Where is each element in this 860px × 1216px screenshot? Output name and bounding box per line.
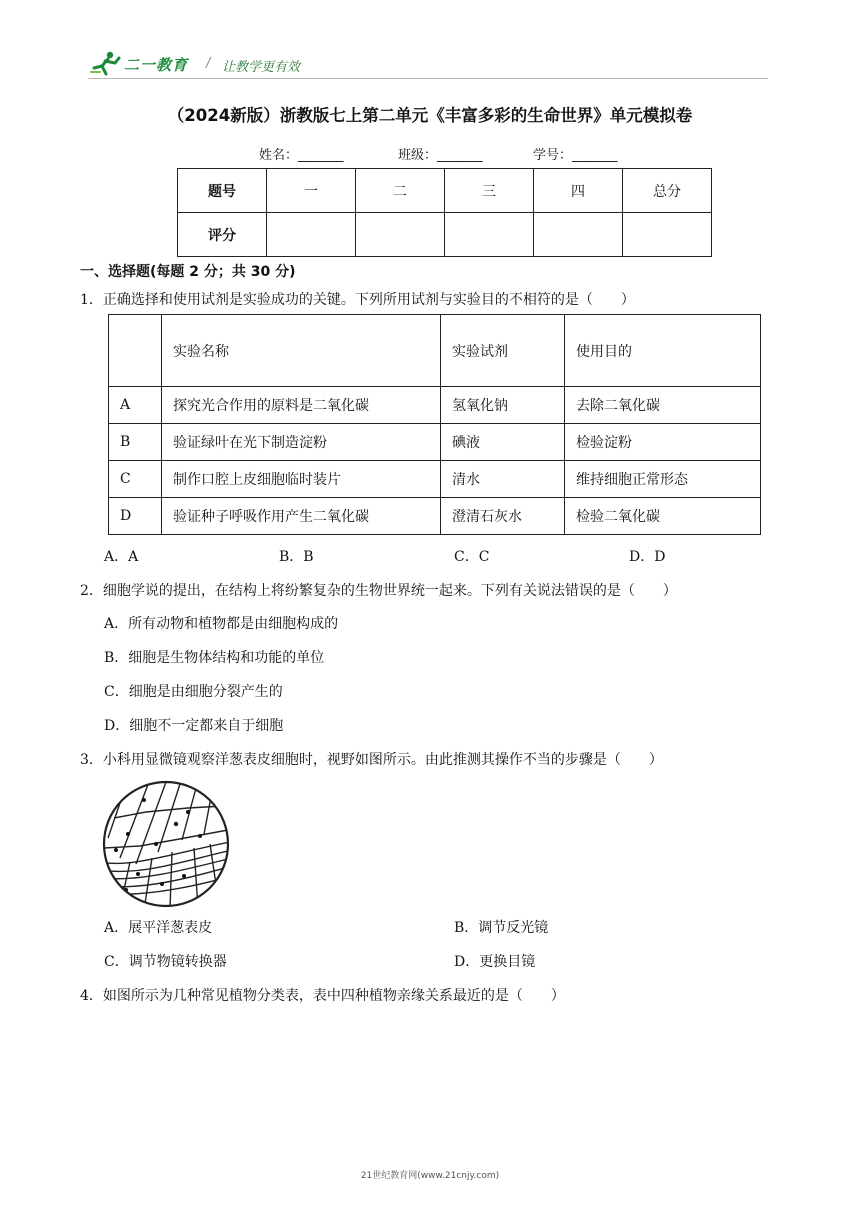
table-row — [109, 387, 761, 424]
option-d[interactable]: D．更换目镜 — [454, 954, 536, 970]
option-d[interactable]: D．D — [629, 549, 666, 565]
onion-cells-illustration — [100, 778, 232, 910]
score-cell[interactable] — [534, 213, 623, 257]
table-header-cell: 实验试剂 — [441, 315, 565, 387]
option-a[interactable]: A．展平洋葱表皮 — [104, 920, 213, 936]
table-cell: C — [109, 461, 162, 498]
option-c[interactable]: C．细胞是由细胞分裂产生的 — [104, 684, 283, 700]
page-title: （2024新版）浙教版七上第二单元《丰富多彩的生命世界》单元模拟卷 — [167, 106, 693, 125]
microscope-field-figure — [100, 778, 232, 910]
option-a[interactable]: A．A — [104, 549, 139, 565]
question-3-stem: 3．小科用显微镜观察洋葱表皮细胞时，视野如图所示。由此推测其操作不当的步骤是（ ） — [80, 752, 663, 768]
footer-source: 21世纪教育网(www.21cnjy.com) — [360, 1171, 500, 1181]
slogan-separator: / — [206, 56, 211, 71]
table-cell: 检验淀粉 — [565, 424, 761, 461]
option-b[interactable]: B．细胞是生物体结构和功能的单位 — [104, 650, 325, 666]
score-cell[interactable] — [267, 213, 356, 257]
section-heading: 一、选择题(每题 2 分；共 30 分) — [80, 264, 296, 280]
option-c[interactable]: C．调节物镜转换器 — [104, 954, 227, 970]
score-col-header: 四 — [534, 169, 623, 213]
option-a[interactable]: A．所有动物和植物都是由细胞构成的 — [104, 616, 339, 632]
table-cell: A — [109, 387, 162, 424]
option-b[interactable]: B．调节反光镜 — [454, 920, 549, 936]
score-cell[interactable] — [445, 213, 534, 257]
option-c[interactable]: C．C — [454, 549, 490, 565]
score-cell[interactable] — [356, 213, 445, 257]
table-header-row — [109, 315, 761, 387]
table-cell: 制作口腔上皮细胞临时装片 — [162, 461, 441, 498]
class-field[interactable]: 班级：_______ — [398, 148, 483, 163]
score-col-header: 一 — [267, 169, 356, 213]
table-row — [109, 498, 761, 535]
table-cell: 去除二氧化碳 — [565, 387, 761, 424]
table-header-cell: 实验名称 — [162, 315, 441, 387]
table-cell: 探究光合作用的原料是二氧化碳 — [162, 387, 441, 424]
table-cell: 氢氧化钠 — [441, 387, 565, 424]
score-table — [177, 168, 712, 257]
score-row-header: 评分 — [178, 213, 267, 257]
table-cell: 验证绿叶在光下制造淀粉 — [162, 424, 441, 461]
table-header-cell: 使用目的 — [565, 315, 761, 387]
table-cell: 澄清石灰水 — [441, 498, 565, 535]
option-d[interactable]: D．细胞不一定都来自于细胞 — [104, 718, 284, 734]
table-cell: D — [109, 498, 162, 535]
score-col-header: 总分 — [623, 169, 712, 213]
table-row — [109, 424, 761, 461]
score-row-header: 题号 — [178, 169, 267, 213]
table-cell: 碘液 — [441, 424, 565, 461]
header-divider — [88, 78, 768, 79]
slogan: 让教学更有效 — [222, 60, 301, 75]
table-header-cell — [109, 315, 162, 387]
table-cell: 维持细胞正常形态 — [565, 461, 761, 498]
table-row — [109, 461, 761, 498]
name-field[interactable]: 姓名：_______ — [259, 148, 344, 163]
score-cell[interactable] — [623, 213, 712, 257]
runner-logo-icon — [88, 50, 124, 76]
table-cell: 检验二氧化碳 — [565, 498, 761, 535]
score-col-header: 二 — [356, 169, 445, 213]
table-cell: B — [109, 424, 162, 461]
question-1-stem: 1．正确选择和使用试剂是实验成功的关键。下列所用试剂与实验目的不相符的是（ ） — [80, 292, 635, 308]
question-2-stem: 2．细胞学说的提出，在结构上将纷繁复杂的生物世界统一起来。下列有关说法错误的是（ ） — [80, 583, 677, 599]
option-b[interactable]: B．B — [279, 549, 314, 565]
student-number-field[interactable]: 学号：_______ — [533, 148, 618, 163]
question-4-stem: 4．如图所示为几种常见植物分类表，表中四种植物亲缘关系最近的是（ ） — [80, 988, 565, 1004]
score-table-score-row — [178, 213, 712, 257]
score-table-header-row — [178, 169, 712, 213]
table-cell: 清水 — [441, 461, 565, 498]
experiment-table — [108, 314, 761, 535]
score-col-header: 三 — [445, 169, 534, 213]
table-cell: 验证种子呼吸作用产生二氧化碳 — [162, 498, 441, 535]
logo-text: 二一教育 — [124, 56, 189, 74]
